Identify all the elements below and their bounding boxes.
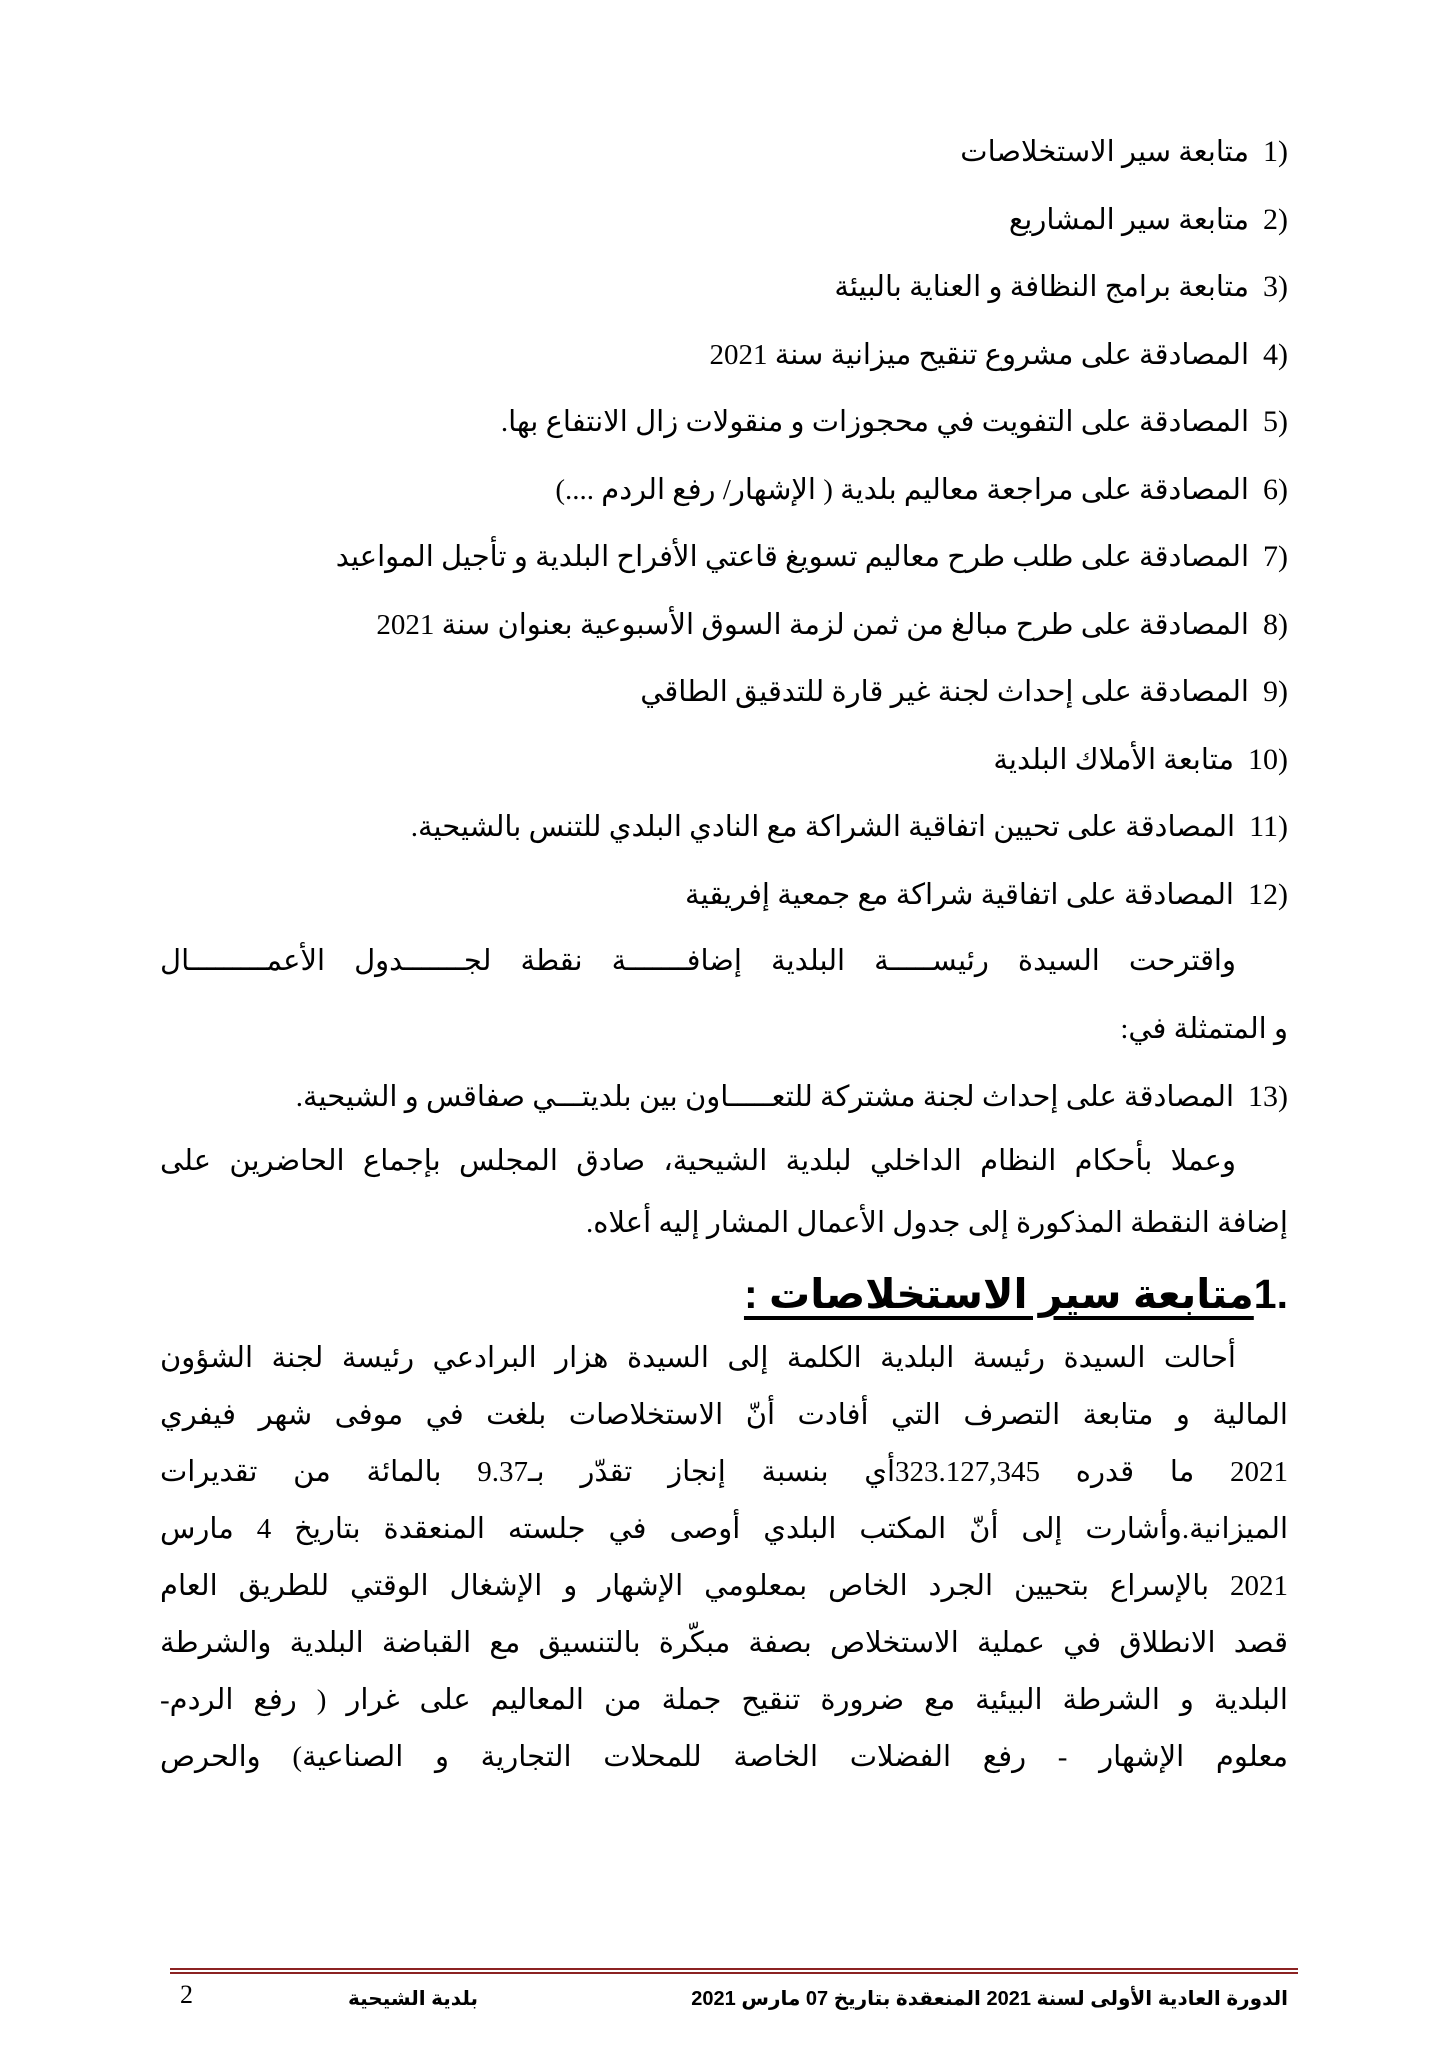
approval-paragraph xyxy=(160,1130,1288,1254)
footer-session-info: الدورة العادية الأولى لسنة 2021 المنعقدة بتاريخ 07 مارس 2021 xyxy=(691,1988,1288,2010)
report-line: معلوم الإشهار - رفع الفضلات الخاصة للمحلات التجارية و الصناعية) والحرص xyxy=(160,1741,1288,1773)
section-heading-title: متابعة سير الاستخلاصات : xyxy=(743,1271,1254,1317)
agenda-item xyxy=(160,388,1288,456)
proposal-line: واقترحت السيدة رئيســـــة البلدية إضافـــــــة نقطة لجـــــــدول الأعمـــــــــال xyxy=(160,945,1236,977)
agenda-item-number: 12) xyxy=(1248,877,1288,911)
agenda-item-text: المصادقة على التفويت في محجوزات و منقولات زال الانتفاع بها. xyxy=(500,406,1249,438)
footer-divider xyxy=(170,1968,1298,1974)
agenda-item xyxy=(160,321,1288,389)
agenda-item-text: المصادقة على اتفاقية شراكة مع جمعية إفريقية xyxy=(685,878,1234,911)
agenda-item-text: المصادقة على إحداث لجنة مشتركة للتعـــــاون بين بلديتـــي صفاقس و الشيحية. xyxy=(295,1081,1234,1113)
agenda-item xyxy=(160,1063,1288,1131)
agenda-item-text: متابعة سير الاستخلاصات xyxy=(960,136,1249,168)
agenda-item-text: متابعة سير المشاريع xyxy=(1008,203,1249,236)
report-line: 2021 بالإسراع بتحيين الجرد الخاص بمعلومي الإشهار و الإشغال الوقتي للطريق العام xyxy=(160,1570,1288,1602)
agenda-item xyxy=(160,861,1288,929)
agenda-item-text: المصادقة على مراجعة معاليم بلدية ( الإشهار/ رفع الردم ....) xyxy=(555,473,1249,506)
agenda-item-number: 11) xyxy=(1249,810,1288,843)
agenda-item xyxy=(160,523,1288,591)
agenda-item-number: 4) xyxy=(1263,337,1288,371)
agenda-item xyxy=(160,456,1288,524)
agenda-item-text: المصادقة على طلب طرح معاليم تسويغ قاعتي الأفراح البلدية و تأجيل المواعيد xyxy=(335,541,1249,573)
proposal-line: و المتمثلة في: xyxy=(1120,1012,1288,1045)
report-line: أحالت السيدة رئيسة البلدية الكلمة إلى السيدة هزار البرادعي رئيسة لجنة الشؤون xyxy=(160,1342,1236,1374)
report-paragraph xyxy=(160,1330,1288,1786)
section-heading-number: 1. xyxy=(1253,1271,1288,1317)
agenda-item-text: المصادقة على طرح مبالغ من ثمن لزمة السوق الأسبوعية بعنوان سنة 2021 xyxy=(376,608,1249,641)
agenda-item xyxy=(160,253,1288,321)
agenda-item xyxy=(160,658,1288,726)
agenda-item-number: 3) xyxy=(1263,270,1288,303)
agenda-item-text: المصادقة على مشروع تنقيح ميزانية سنة 2021 xyxy=(709,338,1249,371)
agenda-item-text: متابعة الأملاك البلدية xyxy=(993,743,1234,776)
agenda-item xyxy=(160,793,1288,861)
section-heading xyxy=(744,1260,1288,1328)
agenda-list xyxy=(160,118,1288,928)
agenda-item-number: 2) xyxy=(1263,202,1288,236)
report-line: 2021 ما قدره 323.127,345أي بنسبة إنجاز تقدّر بـ9.37 بالمائة من تقديرات xyxy=(160,1456,1288,1488)
footer-municipality: بلدية الشيحية xyxy=(347,1988,478,2010)
agenda-item-number: 13) xyxy=(1248,1080,1288,1113)
approval-line: إضافة النقطة المذكورة إلى جدول الأعمال المشار إليه أعلاه. xyxy=(586,1207,1288,1239)
agenda-item-text: المصادقة على تحيين اتفاقية الشراكة مع النادي البلدي للتنس بالشيحية. xyxy=(410,811,1236,843)
agenda-item-number: 6) xyxy=(1263,472,1288,506)
proposal-paragraph xyxy=(160,928,1288,1063)
added-agenda-list xyxy=(160,1063,1288,1131)
agenda-item-number: 10) xyxy=(1248,742,1288,776)
agenda-item-text: المصادقة على إحداث لجنة غير قارة للتدقيق الطاقي xyxy=(640,676,1249,708)
agenda-item xyxy=(160,186,1288,254)
agenda-item-text: متابعة برامج النظافة و العناية بالبيئة xyxy=(834,271,1249,303)
report-line: قصد الانطلاق في عملية الاستخلاص بصفة مبكّرة بالتنسيق مع القباضة البلدية والشرطة xyxy=(160,1627,1288,1659)
agenda-item-number: 1) xyxy=(1263,135,1288,168)
report-line: البلدية و الشرطة البيئية مع ضرورة تنقيح جملة من المعاليم على غرار ( رفع الردم- xyxy=(160,1684,1288,1716)
report-line: الميزانية.وأشارت إلى أنّ المكتب البلدي أوصى في جلسته المنعقدة بتاريخ 4 مارس xyxy=(160,1513,1288,1545)
report-line: المالية و متابعة التصرف التي أفادت أنّ الاستخلاصات بلغت في موفى شهر فيفري xyxy=(160,1399,1288,1431)
agenda-item-number: 5) xyxy=(1263,405,1288,438)
agenda-item xyxy=(160,591,1288,659)
agenda-item-number: 7) xyxy=(1263,540,1288,573)
page-number: 2 xyxy=(180,1980,193,2009)
agenda-item xyxy=(160,118,1288,186)
agenda-item-number: 9) xyxy=(1263,675,1288,708)
agenda-item-number: 8) xyxy=(1263,607,1288,641)
agenda-item xyxy=(160,726,1288,794)
approval-line: وعملا بأحكام النظام الداخلي لبلدية الشيحية، صادق المجلس بإجماع الحاضرين على xyxy=(160,1145,1236,1177)
